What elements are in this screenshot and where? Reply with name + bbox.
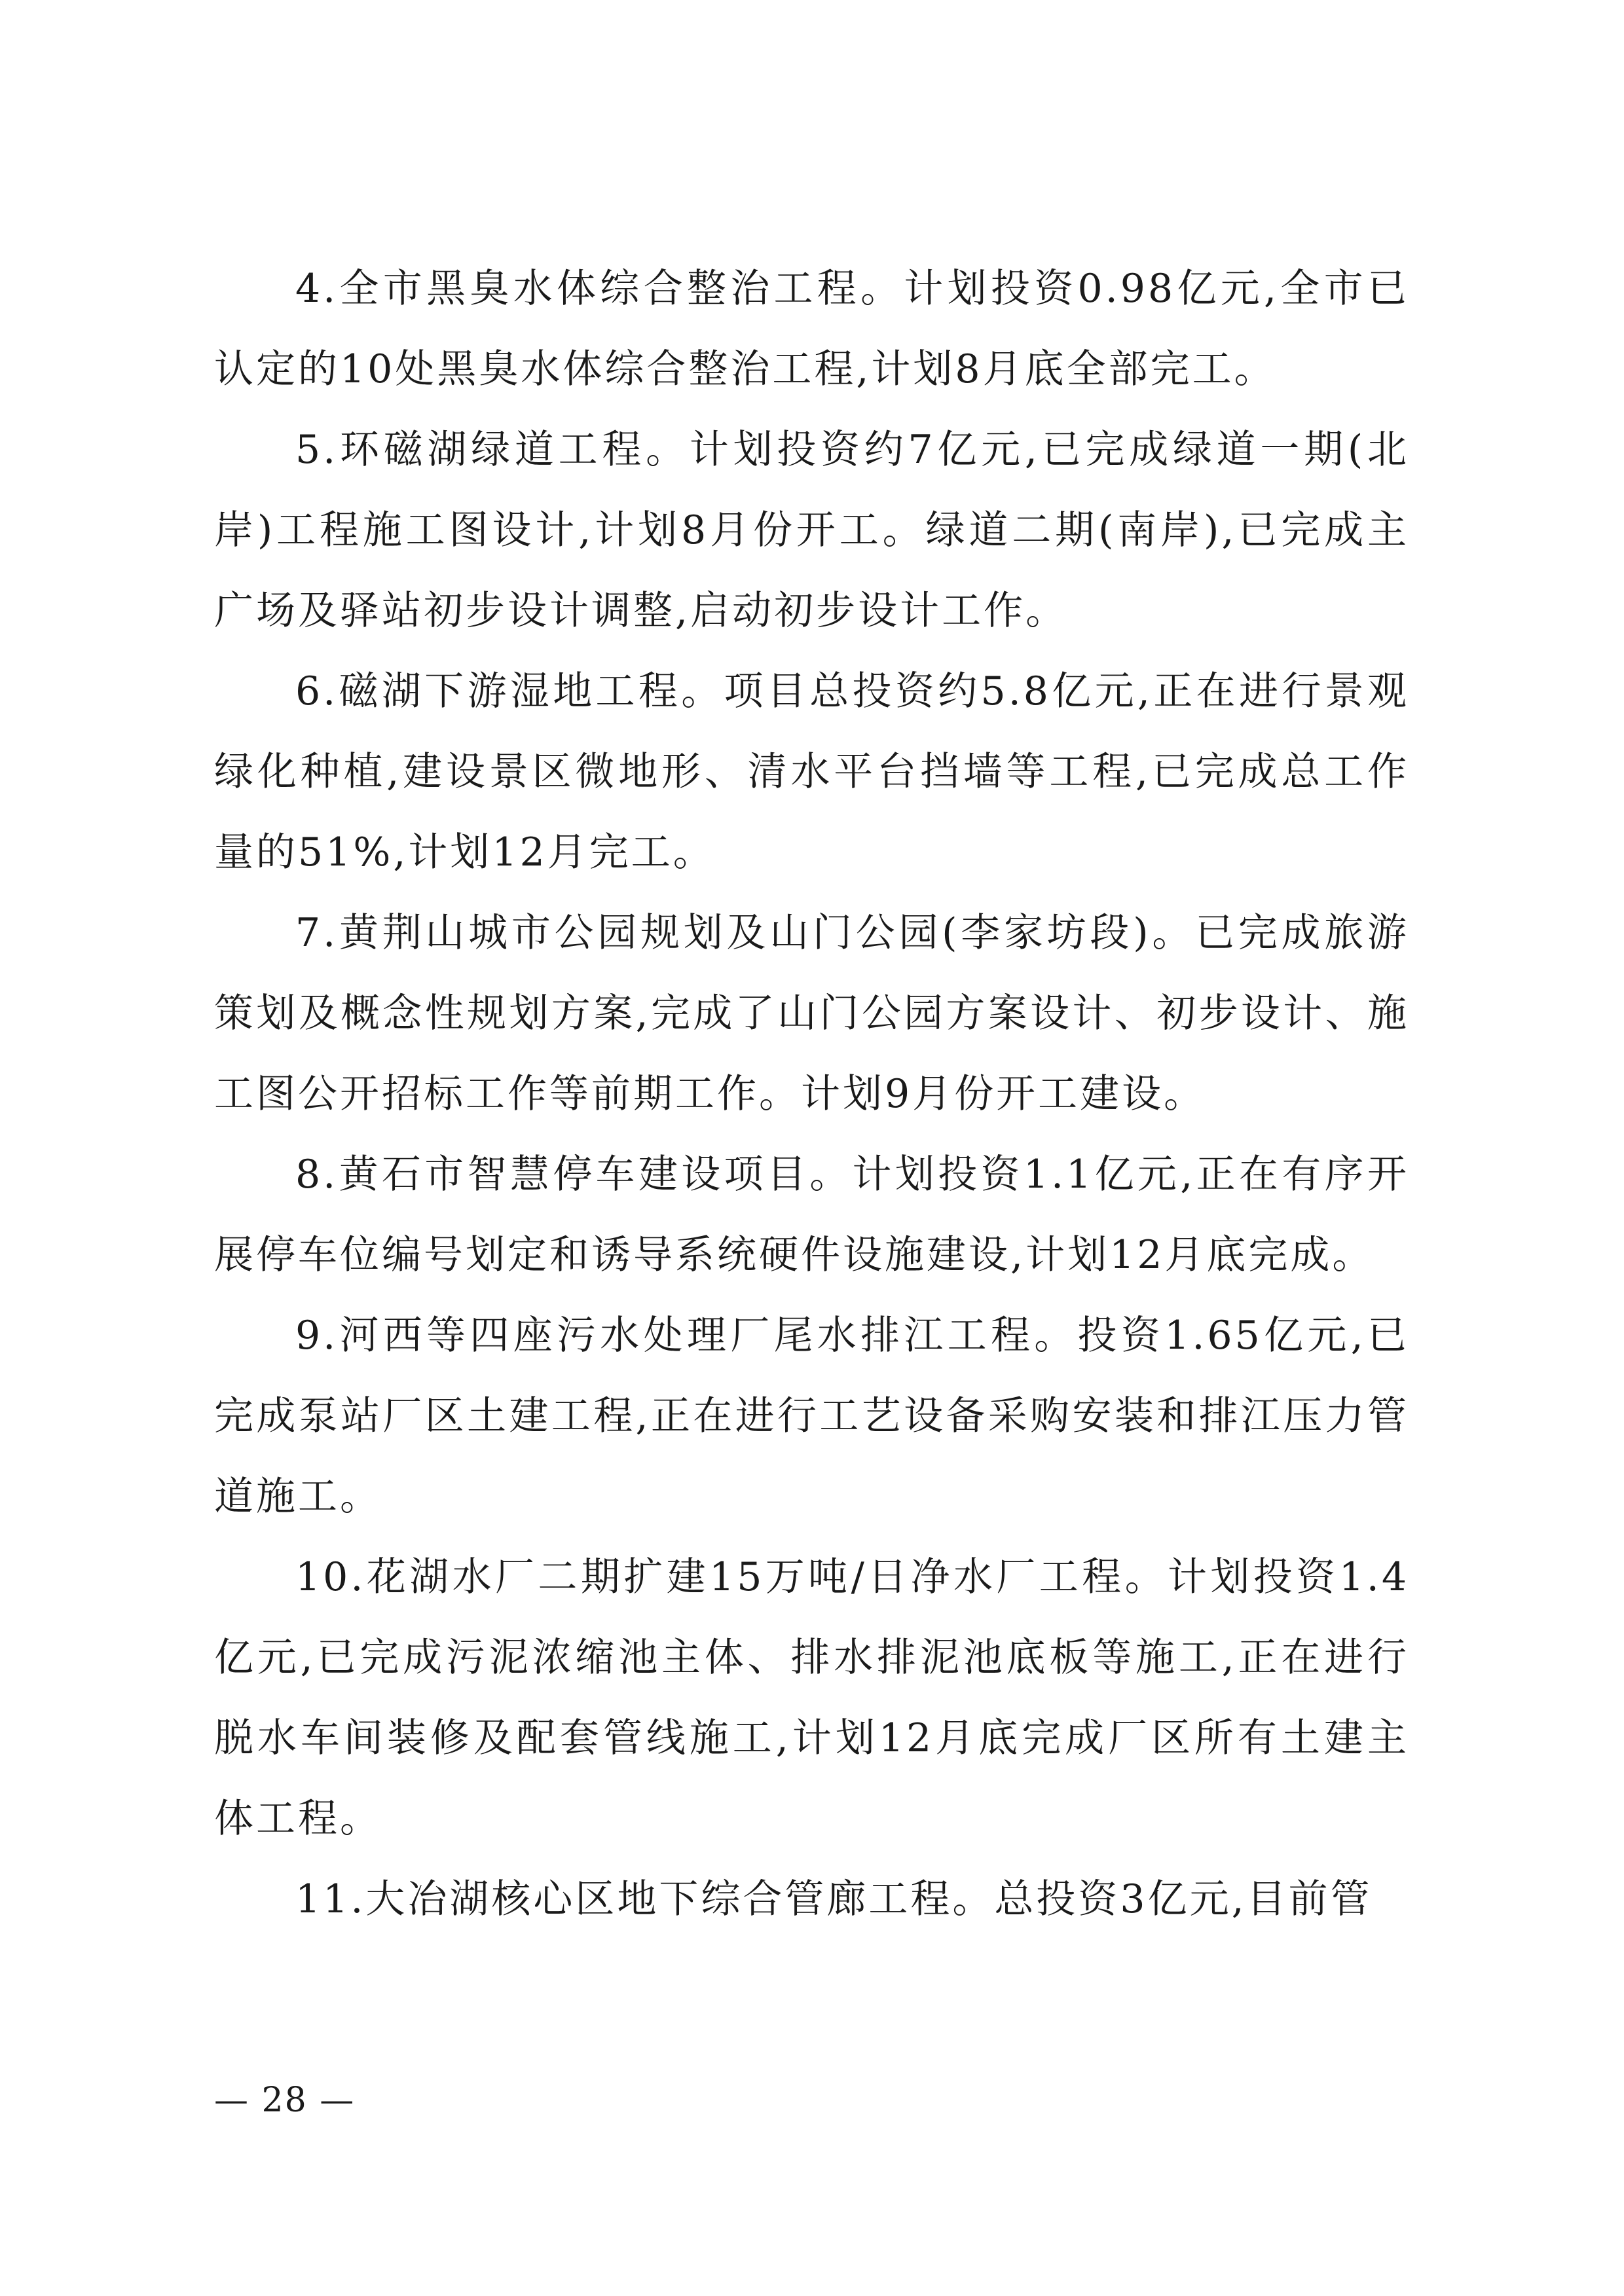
paragraph-item-10: 10.花湖水厂二期扩建15万吨/日净水厂工程。计划投资1.4亿元,已完成污泥浓缩池主体、排水排泥池底板等施工,正在进行脱水车间装修及配套管线施工,计划12月底完成厂区所有土建主体工程。	[214, 1554, 1409, 1842]
page-number: — 28 —	[214, 2081, 356, 2120]
document-body	[214, 249, 1409, 1940]
paragraph-item-8: 8.黄石市智慧停车建设项目。计划投资1.1亿元,正在有序开展停车位编号划定和诱导系统硬件设施建设,计划12月底完成。	[214, 1152, 1409, 1278]
paragraph-item-5: 5.环磁湖绿道工程。计划投资约7亿元,已完成绿道一期(北岸)工程施工图设计,计划8月份开工。绿道二期(南岸),已完成主广场及驿站初步设计调整,启动初步设计工作。	[214, 427, 1409, 634]
paragraph-item-11: 11.大冶湖核心区地下综合管廊工程。总投资3亿元,目前管	[295, 1876, 1373, 1922]
paragraph-item-9: 9.河西等四座污水处理厂尾水排江工程。投资1.65亿元,已完成泵站厂区土建工程,正在进行工艺设备采购安装和排江压力管道施工。	[214, 1313, 1409, 1520]
paragraph-item-4: 4.全市黑臭水体综合整治工程。计划投资0.98亿元,全市已认定的10处黑臭水体综合整治工程,计划8月底全部完工。	[214, 266, 1409, 392]
paragraph-item-6: 6.磁湖下游湿地工程。项目总投资约5.8亿元,正在进行景观绿化种植,建设景区微地形、清水平台挡墙等工程,已完成总工作量的51%,计划12月完工。	[214, 668, 1409, 875]
paragraph-item-7: 7.黄荆山城市公园规划及山门公园(李家坊段)。已完成旅游策划及概念性规划方案,完成了山门公园方案设计、初步设计、施工图公开招标工作等前期工作。计划9月份开工建设。	[214, 910, 1409, 1117]
